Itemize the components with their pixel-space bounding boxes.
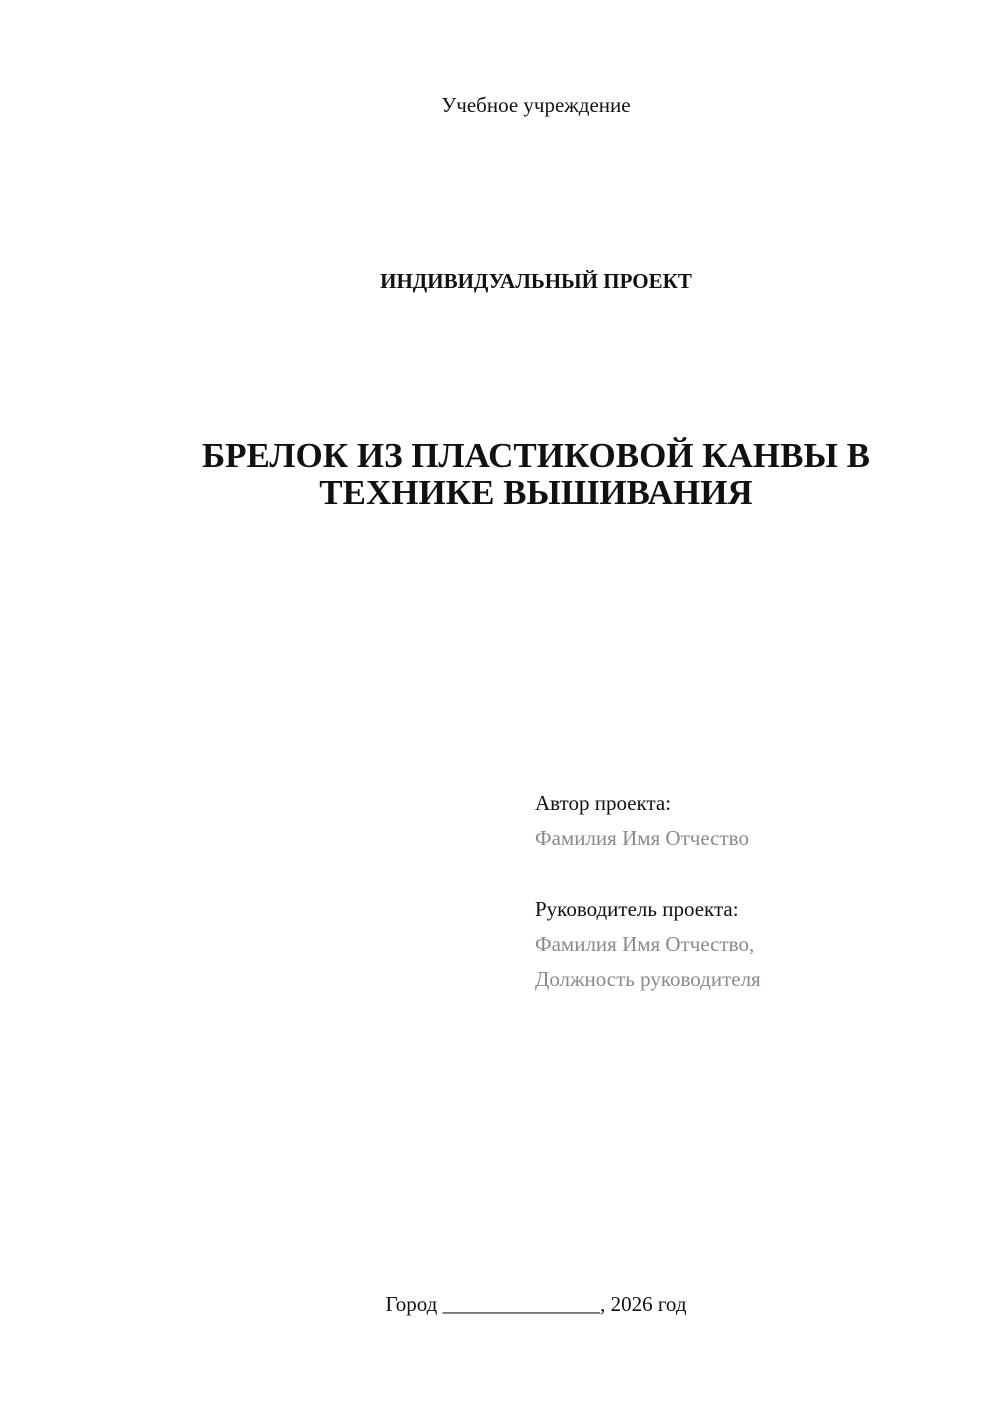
project-title-line-1: БРЕЛОК ИЗ ПЛАСТИКОВОЙ КАНВЫ В [202, 436, 870, 475]
supervisor-position: Должность руководителя [535, 967, 761, 991]
project-title [0, 437, 1000, 511]
author-name: Фамилия Имя Отчество [535, 826, 749, 850]
author-label: Автор проекта: [535, 791, 672, 815]
supervisor-block [535, 892, 761, 997]
institution-name: Учебное учреждение [441, 93, 631, 117]
author-block [535, 786, 749, 856]
supervisor-name: Фамилия Имя Отчество, [535, 932, 755, 956]
project-title-line-2: ТЕХНИКЕ ВЫШИВАНИЯ [319, 473, 753, 512]
document-type: ИНДИВИДУАЛЬНЫЙ ПРОЕКТ [380, 269, 692, 293]
supervisor-label: Руководитель проекта: [535, 897, 739, 921]
city-year-line: Город _______________, 2026 год [385, 1292, 687, 1316]
